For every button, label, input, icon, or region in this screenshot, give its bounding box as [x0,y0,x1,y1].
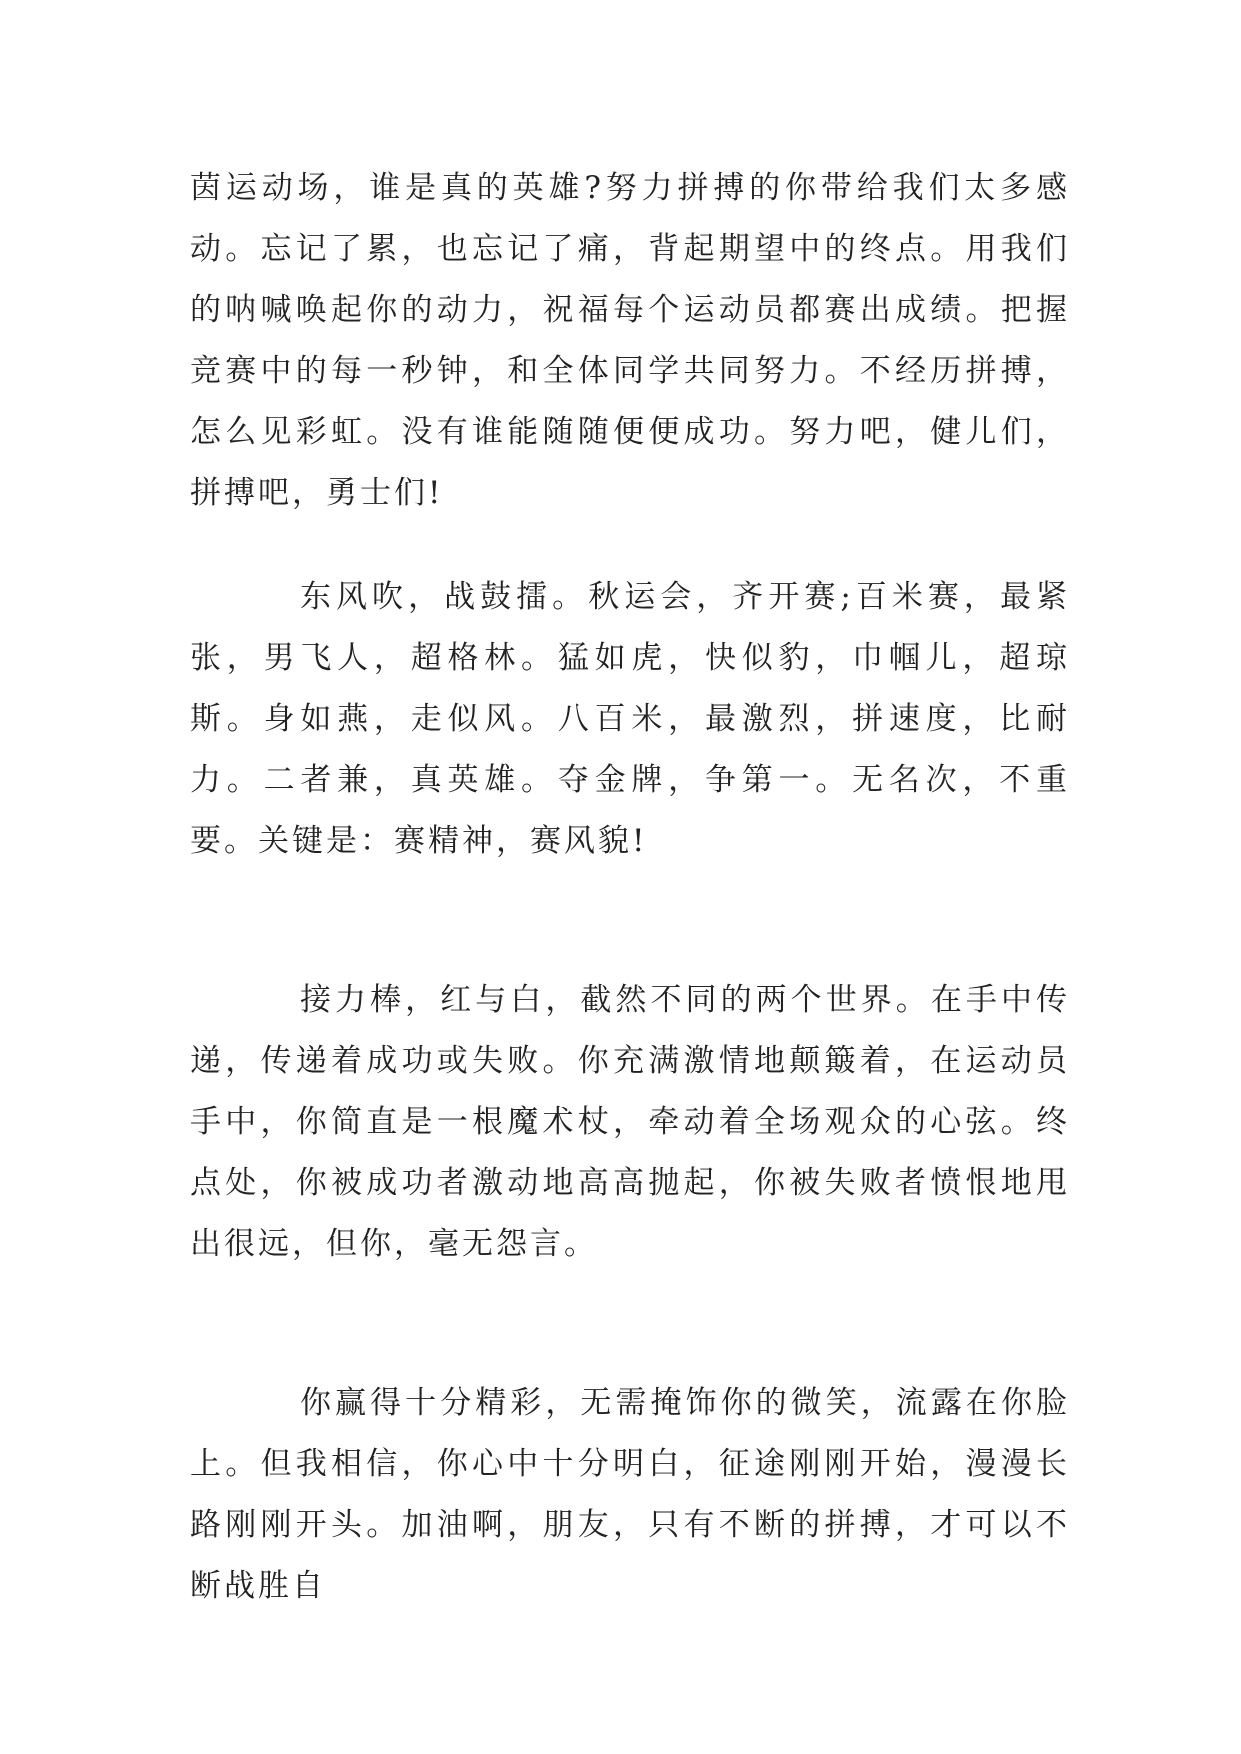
paragraph-3: 接力棒，红与白，截然不同的两个世界。在手中传递，传递着成功或失败。你充满激情地颠簸着，在运动员手中，你简直是一根魔术杖，牵动着全场观众的心弦。终点处，你被成功者激动地高高抛起，你被失败者愤恨地甩出很远，但你，毫无怨言。 [190,982,1070,1262]
paragraph-1: 茵运动场，谁是真的英雄?努力拼搏的你带给我们太多感动。忘记了累，也忘记了痛，背起期望中的终点。用我们的呐喊唤起你的动力，祝福每个运动员都赛出成绩。把握竞赛中的每一秒钟，和全体同学共同努力。不经历拼搏，怎么见彩虹。没有谁能随随便便成功。努力吧，健儿们，拼搏吧，勇士们! [190,170,1070,511]
paragraph-2: 东风吹，战鼓擂。秋运会，齐开赛;百米赛，最紧张，男飞人，超格林。猛如虎，快似豹，巾帼儿，超琼斯。身如燕，走似风。八百米，最激烈，拼速度，比耐力。二者兼，真英雄。夺金牌，争第一。无名次，不重要。关键是：赛精神，赛风貌! [190,579,1070,859]
paragraph-4: 你赢得十分精彩，无需掩饰你的微笑，流露在你脸上。但我相信，你心中十分明白，征途刚刚开始，漫漫长路刚刚开头。加油啊，朋友，只有不断的拼搏，才可以不断战胜自 [190,1385,1070,1604]
